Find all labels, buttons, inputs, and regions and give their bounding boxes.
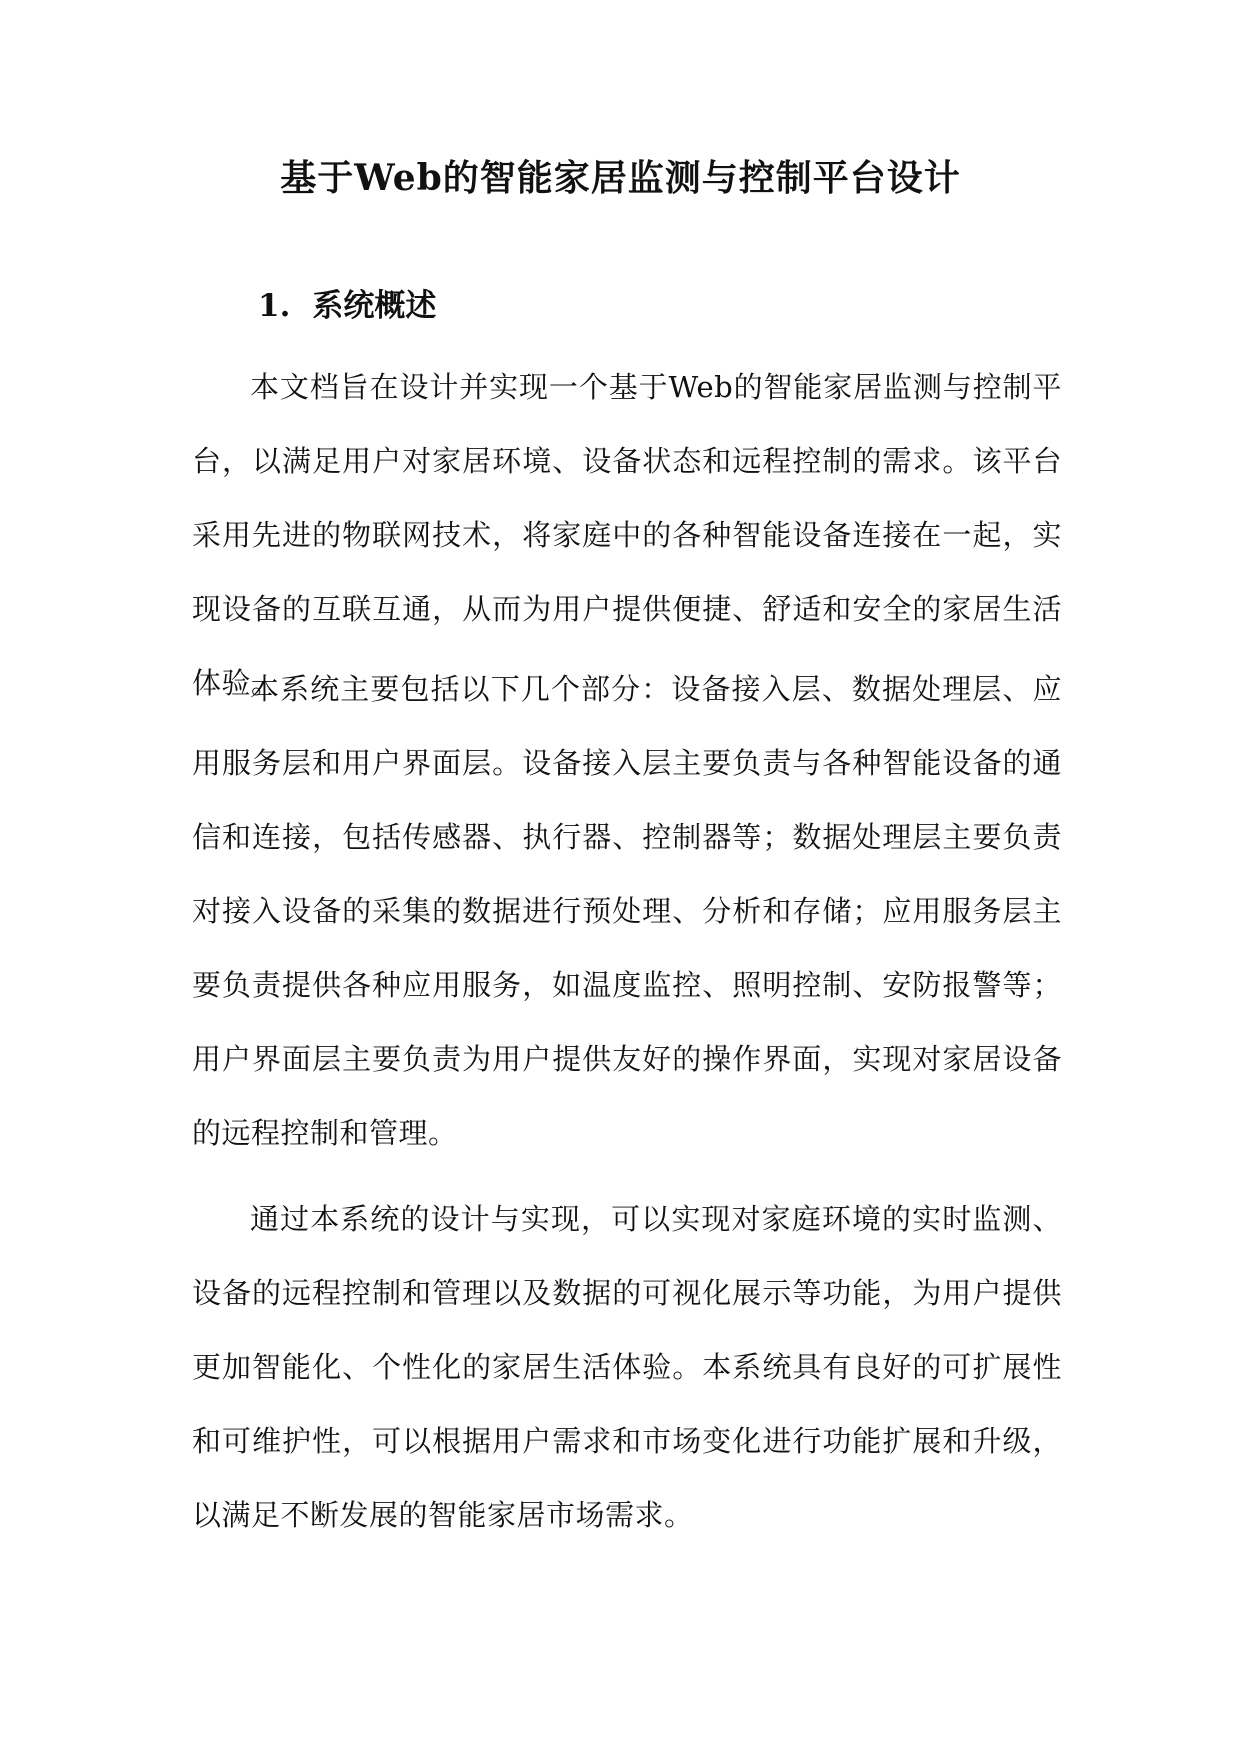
section-heading-text: 系统概述: [312, 288, 437, 324]
paragraph-architecture: 本系统主要包括以下几个部分：设备接入层、数据处理层、应用服务层和用户界面层。设备接入层主要负责与各种智能设备的通信和连接，包括传感器、执行器、控制器等；数据处理层主要负责对接入设备的采集的数据进行预处理、分析和存储；应用服务层主要负责提供各种应用服务，如温度监控、照明控制、安防报警等；用户界面层主要负责为用户提供友好的操作界面，实现对家居设备的远程控制和管理。: [192, 672, 1062, 1150]
paragraph-benefits: 通过本系统的设计与实现，可以实现对家庭环境的实时监测、设备的远程控制和管理以及数据的可视化展示等功能，为用户提供更加智能化、个性化的家居生活体验。本系统具有良好的可扩展性和可维护性，可以根据用户需求和市场变化进行功能扩展和升级，以满足不断发展的智能家居市场需求。: [192, 1202, 1062, 1532]
section-heading: [258, 281, 436, 331]
paragraph-overview: 本文档旨在设计并实现一个基于Web的智能家居监测与控制平台，以满足用户对家居环境、设备状态和远程控制的需求。该平台采用先进的物联网技术，将家庭中的各种智能设备连接在一起，实现设备的互联互通，从而为用户提供便捷、舒适和安全的家居生活体验。: [192, 370, 1062, 700]
document-title: 基于Web的智能家居监测与控制平台设计: [280, 157, 961, 199]
section-number: 1.: [258, 288, 291, 324]
